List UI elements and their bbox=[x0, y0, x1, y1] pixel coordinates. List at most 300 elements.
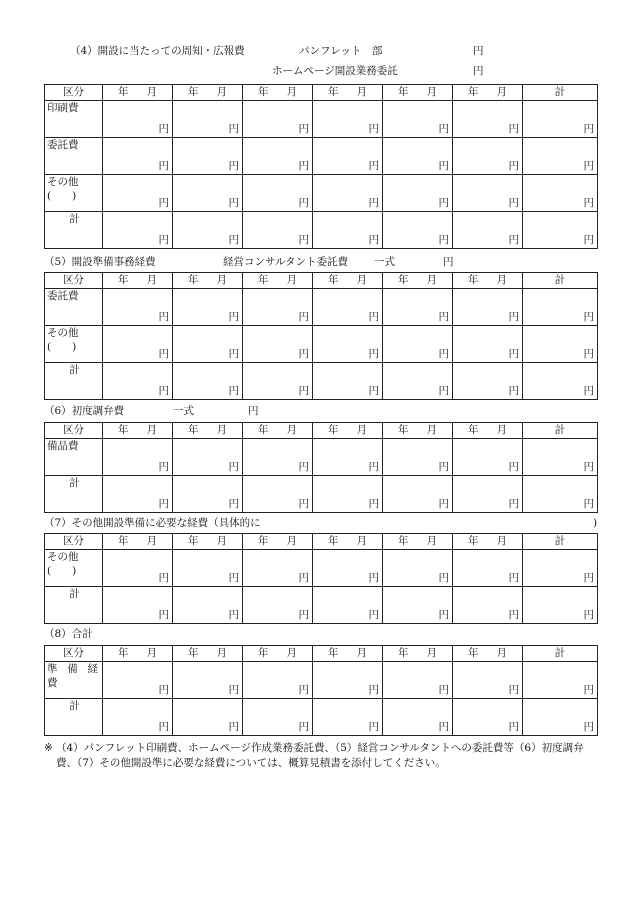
row-category-label: その他 bbox=[47, 551, 79, 563]
yen-unit: 円 bbox=[158, 684, 169, 696]
yen-unit: 円 bbox=[228, 684, 239, 696]
yen-unit: 円 bbox=[298, 234, 309, 246]
yen-unit: 円 bbox=[583, 461, 594, 473]
table-row bbox=[45, 289, 598, 326]
amount-cell[interactable] bbox=[103, 476, 173, 513]
amount-cell[interactable] bbox=[173, 439, 243, 476]
row-category-sublabel: ( ) bbox=[47, 341, 77, 353]
row-category-cell bbox=[45, 587, 103, 624]
amount-cell[interactable] bbox=[383, 289, 453, 326]
amount-cell[interactable] bbox=[383, 550, 453, 587]
header-year-month bbox=[103, 646, 173, 662]
yen-unit: 円 bbox=[368, 311, 379, 323]
yen-unit: 円 bbox=[508, 123, 519, 135]
yen-unit: 円 bbox=[583, 721, 594, 733]
header-month-label: 月 bbox=[496, 647, 507, 659]
amount-cell[interactable] bbox=[453, 699, 523, 736]
amount-cell[interactable] bbox=[243, 175, 313, 212]
header-year-month bbox=[243, 646, 313, 662]
yen-unit: 円 bbox=[438, 721, 449, 733]
yen-unit: 円 bbox=[228, 609, 239, 621]
yen-unit: 円 bbox=[158, 123, 169, 135]
amount-cell[interactable] bbox=[243, 476, 313, 513]
amount-cell[interactable] bbox=[103, 439, 173, 476]
header-month-label: 月 bbox=[216, 86, 227, 98]
amount-cell[interactable] bbox=[313, 101, 383, 138]
row-category-cell bbox=[45, 476, 103, 513]
section-5-item: 経営コンサルタント委託費 bbox=[223, 256, 349, 268]
yen-unit: 円 bbox=[508, 197, 519, 209]
amount-cell[interactable] bbox=[243, 212, 313, 249]
header-month-label: 月 bbox=[356, 535, 367, 547]
section-5-yen: 円 bbox=[443, 256, 454, 268]
amount-cell[interactable] bbox=[173, 587, 243, 624]
yen-unit: 円 bbox=[298, 160, 309, 172]
yen-unit: 円 bbox=[158, 572, 169, 584]
amount-cell[interactable] bbox=[103, 587, 173, 624]
amount-cell[interactable] bbox=[313, 175, 383, 212]
header-year-month bbox=[313, 85, 383, 101]
header-month-label: 月 bbox=[216, 274, 227, 286]
yen-unit: 円 bbox=[438, 160, 449, 172]
header-year-label: 年 bbox=[468, 274, 479, 286]
amount-cell[interactable] bbox=[173, 175, 243, 212]
header-year-label: 年 bbox=[328, 647, 339, 659]
amount-cell[interactable] bbox=[173, 476, 243, 513]
amount-cell[interactable] bbox=[313, 138, 383, 175]
amount-cell[interactable] bbox=[103, 699, 173, 736]
table-header-row bbox=[45, 534, 598, 550]
row-category-label: 委託費 bbox=[47, 139, 79, 151]
table-row bbox=[45, 662, 598, 699]
header-year-label: 年 bbox=[188, 535, 199, 547]
table-row bbox=[45, 101, 598, 138]
row-category-label: 備品費 bbox=[47, 440, 79, 452]
header-year-label: 年 bbox=[398, 535, 409, 547]
yen-unit: 円 bbox=[508, 572, 519, 584]
amount-cell[interactable] bbox=[103, 662, 173, 699]
pamphlet-unit: 部 bbox=[372, 45, 383, 57]
yen-unit: 円 bbox=[228, 123, 239, 135]
amount-cell[interactable] bbox=[313, 662, 383, 699]
header-month-label: 月 bbox=[496, 535, 507, 547]
header-month-label: 月 bbox=[146, 86, 157, 98]
header-month-label: 月 bbox=[146, 535, 157, 547]
amount-cell[interactable] bbox=[383, 363, 453, 400]
row-category-label: その他 bbox=[47, 327, 79, 339]
header-year-label: 年 bbox=[258, 424, 269, 436]
yen-unit: 円 bbox=[228, 197, 239, 209]
row-category-label: 計 bbox=[69, 700, 80, 712]
header-year-month bbox=[173, 423, 243, 439]
section-7-close-paren: ) bbox=[593, 517, 598, 529]
amount-cell[interactable] bbox=[313, 289, 383, 326]
amount-cell[interactable] bbox=[103, 363, 173, 400]
header-month-label: 月 bbox=[146, 274, 157, 286]
amount-cell[interactable] bbox=[453, 363, 523, 400]
header-year-month bbox=[173, 85, 243, 101]
amount-cell[interactable] bbox=[173, 699, 243, 736]
row-total-amount-cell[interactable] bbox=[523, 662, 598, 699]
yen-unit: 円 bbox=[298, 311, 309, 323]
header-year-month bbox=[383, 85, 453, 101]
amount-cell[interactable] bbox=[383, 699, 453, 736]
row-total-amount-cell[interactable] bbox=[523, 550, 598, 587]
header-year-label: 年 bbox=[118, 535, 129, 547]
amount-cell[interactable] bbox=[313, 212, 383, 249]
yen-unit: 円 bbox=[583, 609, 594, 621]
amount-cell[interactable] bbox=[453, 175, 523, 212]
amount-cell[interactable] bbox=[103, 101, 173, 138]
yen-unit: 円 bbox=[508, 311, 519, 323]
yen-unit: 円 bbox=[158, 498, 169, 510]
yen-unit: 円 bbox=[228, 461, 239, 473]
amount-cell[interactable] bbox=[383, 175, 453, 212]
yen-unit: 円 bbox=[298, 721, 309, 733]
header-year-label: 年 bbox=[258, 535, 269, 547]
header-year-label: 年 bbox=[398, 647, 409, 659]
amount-cell[interactable] bbox=[243, 363, 313, 400]
amount-cell[interactable] bbox=[383, 326, 453, 363]
header-month-label: 月 bbox=[496, 274, 507, 286]
row-category-cell bbox=[45, 550, 103, 587]
header-year-month bbox=[453, 85, 523, 101]
row-total-amount-cell[interactable] bbox=[523, 289, 598, 326]
yen-unit: 円 bbox=[438, 572, 449, 584]
row-total-amount-cell[interactable] bbox=[523, 175, 598, 212]
amount-cell[interactable] bbox=[453, 476, 523, 513]
header-year-label: 年 bbox=[188, 647, 199, 659]
header-year-month bbox=[313, 273, 383, 289]
header-year-month bbox=[383, 273, 453, 289]
table-row bbox=[45, 175, 598, 212]
yen-unit: 円 bbox=[368, 234, 379, 246]
amount-cell[interactable] bbox=[383, 101, 453, 138]
header-total: 計 bbox=[523, 273, 598, 289]
header-year-month bbox=[453, 534, 523, 550]
header-month-label: 月 bbox=[356, 647, 367, 659]
yen-unit: 円 bbox=[228, 498, 239, 510]
yen-unit: 円 bbox=[438, 348, 449, 360]
header-year-label: 年 bbox=[118, 274, 129, 286]
amount-cell[interactable] bbox=[243, 550, 313, 587]
amount-cell[interactable] bbox=[243, 101, 313, 138]
header-year-month bbox=[383, 646, 453, 662]
note-text: （4）パンフレット印刷費、ホームページ作成業務委託費、（5）経営コンサルタントへの委託費等（6）初度調弁費、（7）その他開設準に必要な経費については、概算見積書を添付してください。 bbox=[56, 742, 584, 769]
amount-cell[interactable] bbox=[173, 326, 243, 363]
row-category-cell bbox=[45, 138, 103, 175]
header-month-label: 月 bbox=[286, 535, 297, 547]
yen-unit: 円 bbox=[368, 385, 379, 397]
row-total-amount-cell[interactable] bbox=[523, 439, 598, 476]
yen-unit: 円 bbox=[228, 348, 239, 360]
yen-unit: 円 bbox=[228, 572, 239, 584]
yen-unit: 円 bbox=[298, 123, 309, 135]
row-category-sublabel: ( ) bbox=[47, 190, 77, 202]
row-category-cell bbox=[45, 175, 103, 212]
row-category-cell bbox=[45, 363, 103, 400]
yen-unit: 円 bbox=[583, 348, 594, 360]
amount-cell[interactable] bbox=[453, 326, 523, 363]
yen-unit: 円 bbox=[158, 461, 169, 473]
header-month-label: 月 bbox=[426, 274, 437, 286]
amount-cell[interactable] bbox=[453, 662, 523, 699]
header-year-label: 年 bbox=[468, 86, 479, 98]
yen-unit: 円 bbox=[298, 385, 309, 397]
row-total-amount-cell[interactable] bbox=[523, 212, 598, 249]
row-total-amount-cell[interactable] bbox=[523, 326, 598, 363]
row-category-label: 準 備 経 bbox=[47, 663, 98, 675]
amount-cell[interactable] bbox=[313, 550, 383, 587]
amount-cell[interactable] bbox=[453, 138, 523, 175]
row-category-sublabel: 費 bbox=[47, 677, 58, 689]
amount-cell[interactable] bbox=[383, 439, 453, 476]
row-category-cell bbox=[45, 212, 103, 249]
amount-cell[interactable] bbox=[383, 138, 453, 175]
row-category-cell bbox=[45, 662, 103, 699]
amount-cell[interactable] bbox=[383, 212, 453, 249]
yen-unit: 円 bbox=[158, 609, 169, 621]
header-year-label: 年 bbox=[468, 424, 479, 436]
yen-unit: 円 bbox=[298, 572, 309, 584]
yen-unit: 円 bbox=[368, 721, 379, 733]
yen-unit: 円 bbox=[158, 311, 169, 323]
yen-unit: 円 bbox=[228, 385, 239, 397]
row-category-label: その他 bbox=[47, 176, 79, 188]
header-month-label: 月 bbox=[216, 424, 227, 436]
header-year-month bbox=[173, 534, 243, 550]
amount-cell[interactable] bbox=[103, 289, 173, 326]
row-category-label: 計 bbox=[69, 588, 80, 600]
amount-cell[interactable] bbox=[173, 101, 243, 138]
pamphlet-yen: 円 bbox=[473, 45, 484, 57]
amount-cell[interactable] bbox=[453, 550, 523, 587]
header-month-label: 月 bbox=[426, 535, 437, 547]
header-month-label: 月 bbox=[216, 535, 227, 547]
header-month-label: 月 bbox=[356, 274, 367, 286]
yen-unit: 円 bbox=[508, 234, 519, 246]
table-row bbox=[45, 699, 598, 736]
amount-cell[interactable] bbox=[243, 289, 313, 326]
amount-cell[interactable] bbox=[173, 212, 243, 249]
amount-cell[interactable] bbox=[313, 439, 383, 476]
yen-unit: 円 bbox=[583, 311, 594, 323]
table-row bbox=[45, 550, 598, 587]
amount-cell[interactable] bbox=[313, 363, 383, 400]
header-month-label: 月 bbox=[426, 647, 437, 659]
amount-cell[interactable] bbox=[173, 550, 243, 587]
header-year-month bbox=[103, 534, 173, 550]
yen-unit: 円 bbox=[368, 572, 379, 584]
yen-unit: 円 bbox=[298, 348, 309, 360]
header-year-month bbox=[243, 273, 313, 289]
header-month-label: 月 bbox=[496, 424, 507, 436]
amount-cell[interactable] bbox=[453, 101, 523, 138]
header-category: 区分 bbox=[45, 534, 103, 550]
amount-cell[interactable] bbox=[243, 699, 313, 736]
header-year-month bbox=[103, 423, 173, 439]
header-total: 計 bbox=[523, 646, 598, 662]
amount-cell[interactable] bbox=[243, 138, 313, 175]
amount-cell[interactable] bbox=[103, 138, 173, 175]
header-year-month bbox=[383, 534, 453, 550]
yen-unit: 円 bbox=[438, 385, 449, 397]
table-row bbox=[45, 476, 598, 513]
header-year-month bbox=[453, 423, 523, 439]
row-total-amount-cell[interactable] bbox=[523, 587, 598, 624]
yen-unit: 円 bbox=[368, 348, 379, 360]
header-year-label: 年 bbox=[188, 274, 199, 286]
yen-unit: 円 bbox=[228, 311, 239, 323]
table-row bbox=[45, 212, 598, 249]
yen-unit: 円 bbox=[583, 572, 594, 584]
attachment-note bbox=[44, 741, 604, 771]
yen-unit: 円 bbox=[438, 609, 449, 621]
table-row bbox=[45, 439, 598, 476]
yen-unit: 円 bbox=[438, 197, 449, 209]
amount-cell[interactable] bbox=[173, 363, 243, 400]
amount-cell[interactable] bbox=[103, 175, 173, 212]
yen-unit: 円 bbox=[438, 498, 449, 510]
yen-unit: 円 bbox=[298, 197, 309, 209]
header-year-label: 年 bbox=[188, 86, 199, 98]
yen-unit: 円 bbox=[298, 461, 309, 473]
yen-unit: 円 bbox=[368, 461, 379, 473]
yen-unit: 円 bbox=[508, 385, 519, 397]
header-year-month bbox=[103, 85, 173, 101]
row-category-cell bbox=[45, 699, 103, 736]
header-year-label: 年 bbox=[398, 274, 409, 286]
yen-unit: 円 bbox=[228, 160, 239, 172]
amount-cell[interactable] bbox=[173, 138, 243, 175]
header-year-label: 年 bbox=[328, 535, 339, 547]
table-row bbox=[45, 363, 598, 400]
amount-cell[interactable] bbox=[453, 439, 523, 476]
row-total-amount-cell[interactable] bbox=[523, 138, 598, 175]
header-year-month bbox=[383, 423, 453, 439]
header-month-label: 月 bbox=[356, 424, 367, 436]
section-7-title: （7）その他開設準備に必要な経費（具体的に bbox=[44, 517, 261, 529]
row-category-cell bbox=[45, 101, 103, 138]
section-8-title: （8）合計 bbox=[44, 628, 93, 640]
amount-cell[interactable] bbox=[453, 289, 523, 326]
header-month-label: 月 bbox=[286, 424, 297, 436]
yen-unit: 円 bbox=[158, 721, 169, 733]
row-category-cell bbox=[45, 439, 103, 476]
section-6-title: （6）初度調弁費 bbox=[44, 405, 125, 417]
yen-unit: 円 bbox=[298, 498, 309, 510]
amount-cell[interactable] bbox=[173, 289, 243, 326]
yen-unit: 円 bbox=[583, 684, 594, 696]
header-year-label: 年 bbox=[328, 274, 339, 286]
header-year-month bbox=[243, 85, 313, 101]
header-category: 区分 bbox=[45, 85, 103, 101]
homepage-label: ホームページ開設業務委託 bbox=[272, 65, 398, 77]
header-year-label: 年 bbox=[118, 86, 129, 98]
amount-cell[interactable] bbox=[453, 587, 523, 624]
row-category-cell bbox=[45, 289, 103, 326]
amount-cell[interactable] bbox=[103, 550, 173, 587]
header-year-label: 年 bbox=[328, 86, 339, 98]
yen-unit: 円 bbox=[583, 160, 594, 172]
amount-cell[interactable] bbox=[383, 662, 453, 699]
amount-cell[interactable] bbox=[243, 662, 313, 699]
header-month-label: 月 bbox=[286, 274, 297, 286]
header-month-label: 月 bbox=[426, 424, 437, 436]
header-year-label: 年 bbox=[398, 424, 409, 436]
yen-unit: 円 bbox=[298, 609, 309, 621]
amount-cell[interactable] bbox=[313, 587, 383, 624]
yen-unit: 円 bbox=[368, 498, 379, 510]
amount-cell[interactable] bbox=[383, 476, 453, 513]
header-year-label: 年 bbox=[258, 86, 269, 98]
homepage-yen: 円 bbox=[473, 65, 484, 77]
header-year-month bbox=[103, 273, 173, 289]
header-month-label: 月 bbox=[496, 86, 507, 98]
yen-unit: 円 bbox=[508, 461, 519, 473]
amount-cell[interactable] bbox=[313, 326, 383, 363]
yen-unit: 円 bbox=[508, 498, 519, 510]
table-row bbox=[45, 587, 598, 624]
amount-cell[interactable] bbox=[243, 326, 313, 363]
table-row bbox=[45, 138, 598, 175]
header-month-label: 月 bbox=[426, 86, 437, 98]
header-year-month bbox=[453, 646, 523, 662]
amount-cell[interactable] bbox=[313, 699, 383, 736]
yen-unit: 円 bbox=[583, 123, 594, 135]
row-total-amount-cell[interactable] bbox=[523, 476, 598, 513]
row-total-amount-cell[interactable] bbox=[523, 363, 598, 400]
yen-unit: 円 bbox=[438, 684, 449, 696]
yen-unit: 円 bbox=[438, 311, 449, 323]
header-category: 区分 bbox=[45, 273, 103, 289]
yen-unit: 円 bbox=[158, 385, 169, 397]
row-category-label: 委託費 bbox=[47, 290, 79, 302]
amount-cell[interactable] bbox=[173, 662, 243, 699]
header-year-month bbox=[243, 423, 313, 439]
row-total-amount-cell[interactable] bbox=[523, 699, 598, 736]
header-year-label: 年 bbox=[398, 86, 409, 98]
header-year-label: 年 bbox=[258, 647, 269, 659]
amount-cell[interactable] bbox=[103, 326, 173, 363]
yen-unit: 円 bbox=[583, 197, 594, 209]
table-row bbox=[45, 326, 598, 363]
yen-unit: 円 bbox=[228, 721, 239, 733]
note-mark: ※ bbox=[44, 742, 53, 754]
header-year-label: 年 bbox=[118, 647, 129, 659]
header-year-label: 年 bbox=[188, 424, 199, 436]
section-5-title: （5）開設準備事務経費 bbox=[44, 256, 156, 268]
row-category-sublabel: ( ) bbox=[47, 565, 77, 577]
yen-unit: 円 bbox=[368, 609, 379, 621]
yen-unit: 円 bbox=[368, 684, 379, 696]
header-year-label: 年 bbox=[118, 424, 129, 436]
row-category-label: 印刷費 bbox=[47, 102, 79, 114]
amount-cell[interactable] bbox=[243, 587, 313, 624]
amount-cell[interactable] bbox=[103, 212, 173, 249]
header-month-label: 月 bbox=[356, 86, 367, 98]
amount-cell[interactable] bbox=[383, 587, 453, 624]
header-month-label: 月 bbox=[286, 647, 297, 659]
header-year-month bbox=[173, 646, 243, 662]
amount-cell[interactable] bbox=[453, 212, 523, 249]
section-5-table bbox=[44, 272, 598, 400]
header-total: 計 bbox=[523, 85, 598, 101]
amount-cell[interactable] bbox=[313, 476, 383, 513]
amount-cell[interactable] bbox=[243, 439, 313, 476]
yen-unit: 円 bbox=[158, 197, 169, 209]
row-total-amount-cell[interactable] bbox=[523, 101, 598, 138]
